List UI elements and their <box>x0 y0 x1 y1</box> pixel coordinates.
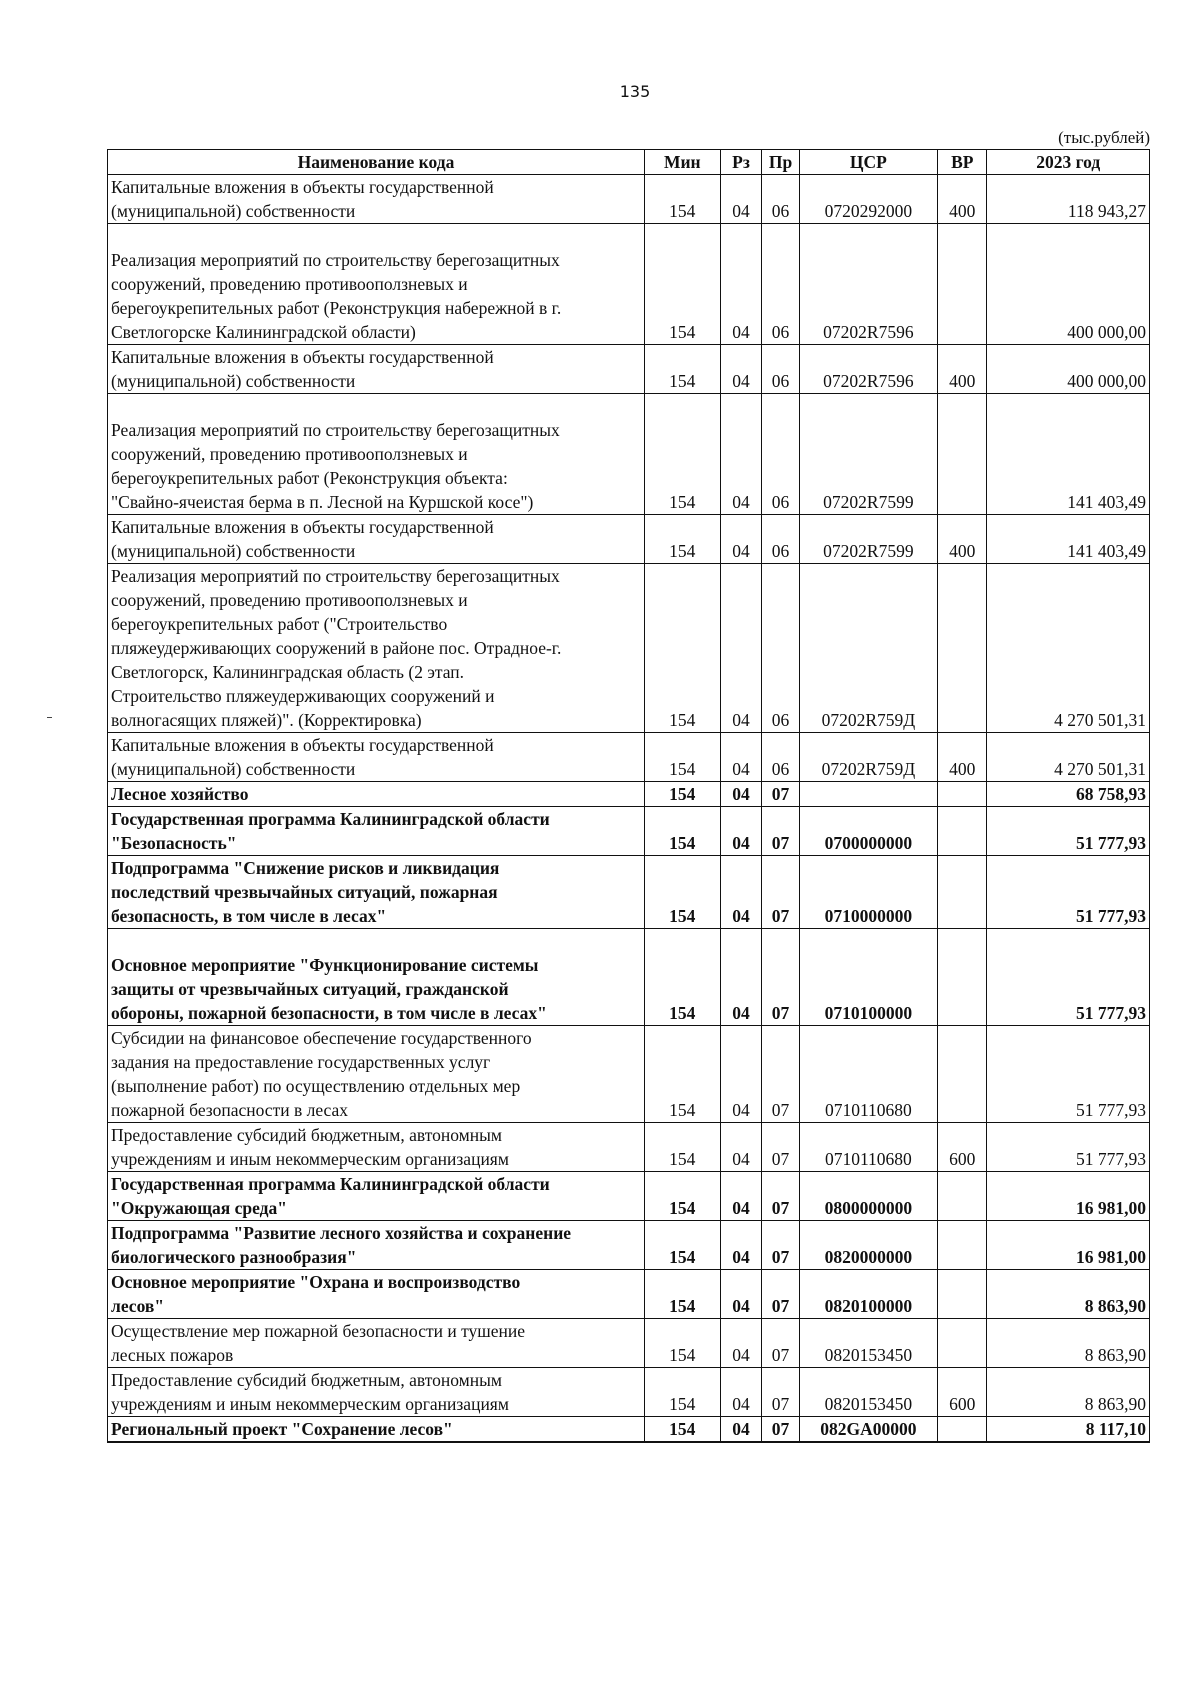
row-pr: 07 <box>762 807 799 856</box>
row-pr: 06 <box>762 224 799 345</box>
table-header-row <box>108 150 1150 175</box>
row-rz: 04 <box>720 856 762 929</box>
table-row <box>108 733 1150 782</box>
row-vr <box>938 1221 987 1270</box>
row-amount: 400 000,00 <box>987 345 1150 394</box>
row-rz: 04 <box>720 807 762 856</box>
row-pr: 06 <box>762 345 799 394</box>
row-csr: 07202R7596 <box>799 345 937 394</box>
row-pr: 07 <box>762 1270 799 1319</box>
row-rz: 04 <box>720 1123 762 1172</box>
row-amount: 51 777,93 <box>987 929 1150 1026</box>
row-csr: 0710100000 <box>799 929 937 1026</box>
row-min: 154 <box>644 733 720 782</box>
row-rz: 04 <box>720 929 762 1026</box>
row-pr: 07 <box>762 1172 799 1221</box>
row-name: Основное мероприятие "Охрана и воспроизводство лесов" <box>108 1270 645 1319</box>
row-amount: 68 758,93 <box>987 782 1150 807</box>
row-name: Предоставление субсидий бюджетным, автономным учреждениям и иным некоммерческим организациям <box>108 1123 645 1172</box>
row-pr: 07 <box>762 1221 799 1270</box>
row-rz: 04 <box>720 1172 762 1221</box>
row-min: 154 <box>644 807 720 856</box>
row-pr: 07 <box>762 856 799 929</box>
table-row <box>108 807 1150 856</box>
header-name: Наименование кода <box>108 150 645 175</box>
row-name: Капитальные вложения в объекты государственной (муниципальной) собственности <box>108 515 645 564</box>
row-pr: 06 <box>762 564 799 733</box>
row-csr: 07202R7599 <box>799 515 937 564</box>
row-vr <box>938 856 987 929</box>
row-amount: 51 777,93 <box>987 807 1150 856</box>
row-name: Капитальные вложения в объекты государственной (муниципальной) собственности <box>108 733 645 782</box>
row-vr <box>938 807 987 856</box>
units-label: (тыс.рублей) <box>1058 128 1150 147</box>
row-csr: 0820153450 <box>799 1368 937 1417</box>
row-min: 154 <box>644 1172 720 1221</box>
row-amount: 8 117,10 <box>987 1417 1150 1443</box>
row-amount: 4 270 501,31 <box>987 564 1150 733</box>
table-row <box>108 564 1150 733</box>
row-name: Государственная программа Калининградской области "Окружающая среда" <box>108 1172 645 1221</box>
row-pr: 07 <box>762 1319 799 1368</box>
table-row <box>108 345 1150 394</box>
margin-mark <box>47 717 52 718</box>
row-name: Основное мероприятие "Функционирование системы защиты от чрезвычайных ситуаций, гражданской обороны, пожарной безопасности, в том числе в лесах" <box>108 929 645 1026</box>
row-name: Субсидии на финансовое обеспечение государственного задания на предоставление государственных услуг (выполнение работ) по осуществлению отдельных мер пожарной безопасности в лесах <box>108 1026 645 1123</box>
row-amount: 400 000,00 <box>987 224 1150 345</box>
row-rz: 04 <box>720 1368 762 1417</box>
row-pr: 07 <box>762 1026 799 1123</box>
header-min: Мин <box>644 150 720 175</box>
row-min: 154 <box>644 1417 720 1443</box>
table-row <box>108 1026 1150 1123</box>
row-min: 154 <box>644 929 720 1026</box>
row-pr: 07 <box>762 1417 799 1443</box>
row-name: Реализация мероприятий по строительству берегозащитных сооружений, проведению противооползневых и берегоукрепительных работ (Реконструкция объекта: "Свайно-ячеистая берма в п. Лесной на Куршской косе") <box>108 394 645 515</box>
row-pr: 06 <box>762 515 799 564</box>
row-vr <box>938 929 987 1026</box>
row-min: 154 <box>644 394 720 515</box>
row-name: Реализация мероприятий по строительству берегозащитных сооружений, проведению противооползневых и берегоукрепительных работ ("Строительство пляжеудерживающих сооружений в районе пос. Отрадное-г. Светлогорск, Калининградская область (2 этап. Строительство пляжеудерживающих сооружений и волногасящих пляжей)". (Корректировка) <box>108 564 645 733</box>
row-csr: 0710110680 <box>799 1123 937 1172</box>
row-rz: 04 <box>720 1319 762 1368</box>
row-vr <box>938 394 987 515</box>
row-rz: 04 <box>720 782 762 807</box>
row-pr: 06 <box>762 175 799 224</box>
row-csr: 0820153450 <box>799 1319 937 1368</box>
row-min: 154 <box>644 1026 720 1123</box>
row-csr: 0710110680 <box>799 1026 937 1123</box>
row-csr: 07202R7599 <box>799 394 937 515</box>
table-row <box>108 1417 1150 1443</box>
row-csr: 0820000000 <box>799 1221 937 1270</box>
row-vr: 400 <box>938 175 987 224</box>
row-name: Государственная программа Калининградской области "Безопасность" <box>108 807 645 856</box>
row-rz: 04 <box>720 1221 762 1270</box>
table-row <box>108 175 1150 224</box>
row-amount: 8 863,90 <box>987 1270 1150 1319</box>
row-csr: 0710000000 <box>799 856 937 929</box>
row-name: Лесное хозяйство <box>108 782 645 807</box>
row-min: 154 <box>644 1270 720 1319</box>
row-name: Капитальные вложения в объекты государственной (муниципальной) собственности <box>108 175 645 224</box>
row-amount: 118 943,27 <box>987 175 1150 224</box>
row-vr <box>938 1319 987 1368</box>
row-name: Подпрограмма "Снижение рисков и ликвидация последствий чрезвычайных ситуаций, пожарная безопасность, в том числе в лесах" <box>108 856 645 929</box>
row-csr: 07202R759Д <box>799 564 937 733</box>
row-rz: 04 <box>720 175 762 224</box>
row-name: Региональный проект "Сохранение лесов" <box>108 1417 645 1443</box>
row-name: Предоставление субсидий бюджетным, автономным учреждениям и иным некоммерческим организациям <box>108 1368 645 1417</box>
header-year: 2023 год <box>987 150 1150 175</box>
row-min: 154 <box>644 515 720 564</box>
row-vr <box>938 1270 987 1319</box>
row-vr: 400 <box>938 733 987 782</box>
row-amount: 141 403,49 <box>987 515 1150 564</box>
row-vr <box>938 1417 987 1443</box>
row-min: 154 <box>644 224 720 345</box>
row-amount: 16 981,00 <box>987 1172 1150 1221</box>
row-vr: 400 <box>938 345 987 394</box>
row-rz: 04 <box>720 515 762 564</box>
row-min: 154 <box>644 1221 720 1270</box>
row-pr: 06 <box>762 394 799 515</box>
table-row <box>108 929 1150 1026</box>
row-amount: 51 777,93 <box>987 1026 1150 1123</box>
row-pr: 07 <box>762 929 799 1026</box>
header-csr: ЦСР <box>799 150 937 175</box>
row-rz: 04 <box>720 1026 762 1123</box>
row-name: Подпрограмма "Развитие лесного хозяйства и сохранение биологического разнообразия" <box>108 1221 645 1270</box>
row-rz: 04 <box>720 224 762 345</box>
row-csr: 0820100000 <box>799 1270 937 1319</box>
header-rz: Рз <box>720 150 762 175</box>
row-min: 154 <box>644 1123 720 1172</box>
row-csr <box>799 782 937 807</box>
row-name: Реализация мероприятий по строительству берегозащитных сооружений, проведению противооползневых и берегоукрепительных работ (Реконструкция набережной в г. Светлогорске Калининградской области) <box>108 224 645 345</box>
row-min: 154 <box>644 564 720 733</box>
row-vr <box>938 1172 987 1221</box>
row-vr <box>938 782 987 807</box>
table-row <box>108 782 1150 807</box>
row-amount: 8 863,90 <box>987 1368 1150 1417</box>
row-rz: 04 <box>720 1417 762 1443</box>
table-row <box>108 1270 1150 1319</box>
table-row <box>108 515 1150 564</box>
table-row <box>108 1319 1150 1368</box>
row-vr <box>938 1026 987 1123</box>
row-pr: 06 <box>762 733 799 782</box>
row-name: Осуществление мер пожарной безопасности и тушение лесных пожаров <box>108 1319 645 1368</box>
row-rz: 04 <box>720 394 762 515</box>
row-min: 154 <box>644 345 720 394</box>
row-min: 154 <box>644 856 720 929</box>
header-vr: ВР <box>938 150 987 175</box>
row-min: 154 <box>644 175 720 224</box>
row-rz: 04 <box>720 345 762 394</box>
row-vr: 400 <box>938 515 987 564</box>
row-amount: 51 777,93 <box>987 856 1150 929</box>
row-amount: 4 270 501,31 <box>987 733 1150 782</box>
row-csr: 0700000000 <box>799 807 937 856</box>
row-vr <box>938 224 987 345</box>
row-pr: 07 <box>762 1123 799 1172</box>
header-pr: Пр <box>762 150 799 175</box>
row-amount: 51 777,93 <box>987 1123 1150 1172</box>
row-csr: 0720292000 <box>799 175 937 224</box>
row-amount: 16 981,00 <box>987 1221 1150 1270</box>
budget-table <box>107 149 1150 1443</box>
row-pr: 07 <box>762 782 799 807</box>
row-min: 154 <box>644 1319 720 1368</box>
table-row <box>108 1221 1150 1270</box>
table-row <box>108 1172 1150 1221</box>
row-rz: 04 <box>720 733 762 782</box>
row-name: Капитальные вложения в объекты государственной (муниципальной) собственности <box>108 345 645 394</box>
row-amount: 8 863,90 <box>987 1319 1150 1368</box>
row-csr: 0800000000 <box>799 1172 937 1221</box>
row-vr: 600 <box>938 1123 987 1172</box>
page-number: 135 <box>619 82 651 101</box>
row-amount: 141 403,49 <box>987 394 1150 515</box>
table-row <box>108 1368 1150 1417</box>
row-rz: 04 <box>720 1270 762 1319</box>
table-row <box>108 856 1150 929</box>
row-csr: 07202R759Д <box>799 733 937 782</box>
row-csr: 082GA00000 <box>799 1417 937 1443</box>
table-row <box>108 394 1150 515</box>
table-row <box>108 224 1150 345</box>
table-row <box>108 1123 1150 1172</box>
row-csr: 07202R7596 <box>799 224 937 345</box>
row-min: 154 <box>644 1368 720 1417</box>
row-min: 154 <box>644 782 720 807</box>
row-pr: 07 <box>762 1368 799 1417</box>
row-vr <box>938 564 987 733</box>
row-rz: 04 <box>720 564 762 733</box>
row-vr: 600 <box>938 1368 987 1417</box>
